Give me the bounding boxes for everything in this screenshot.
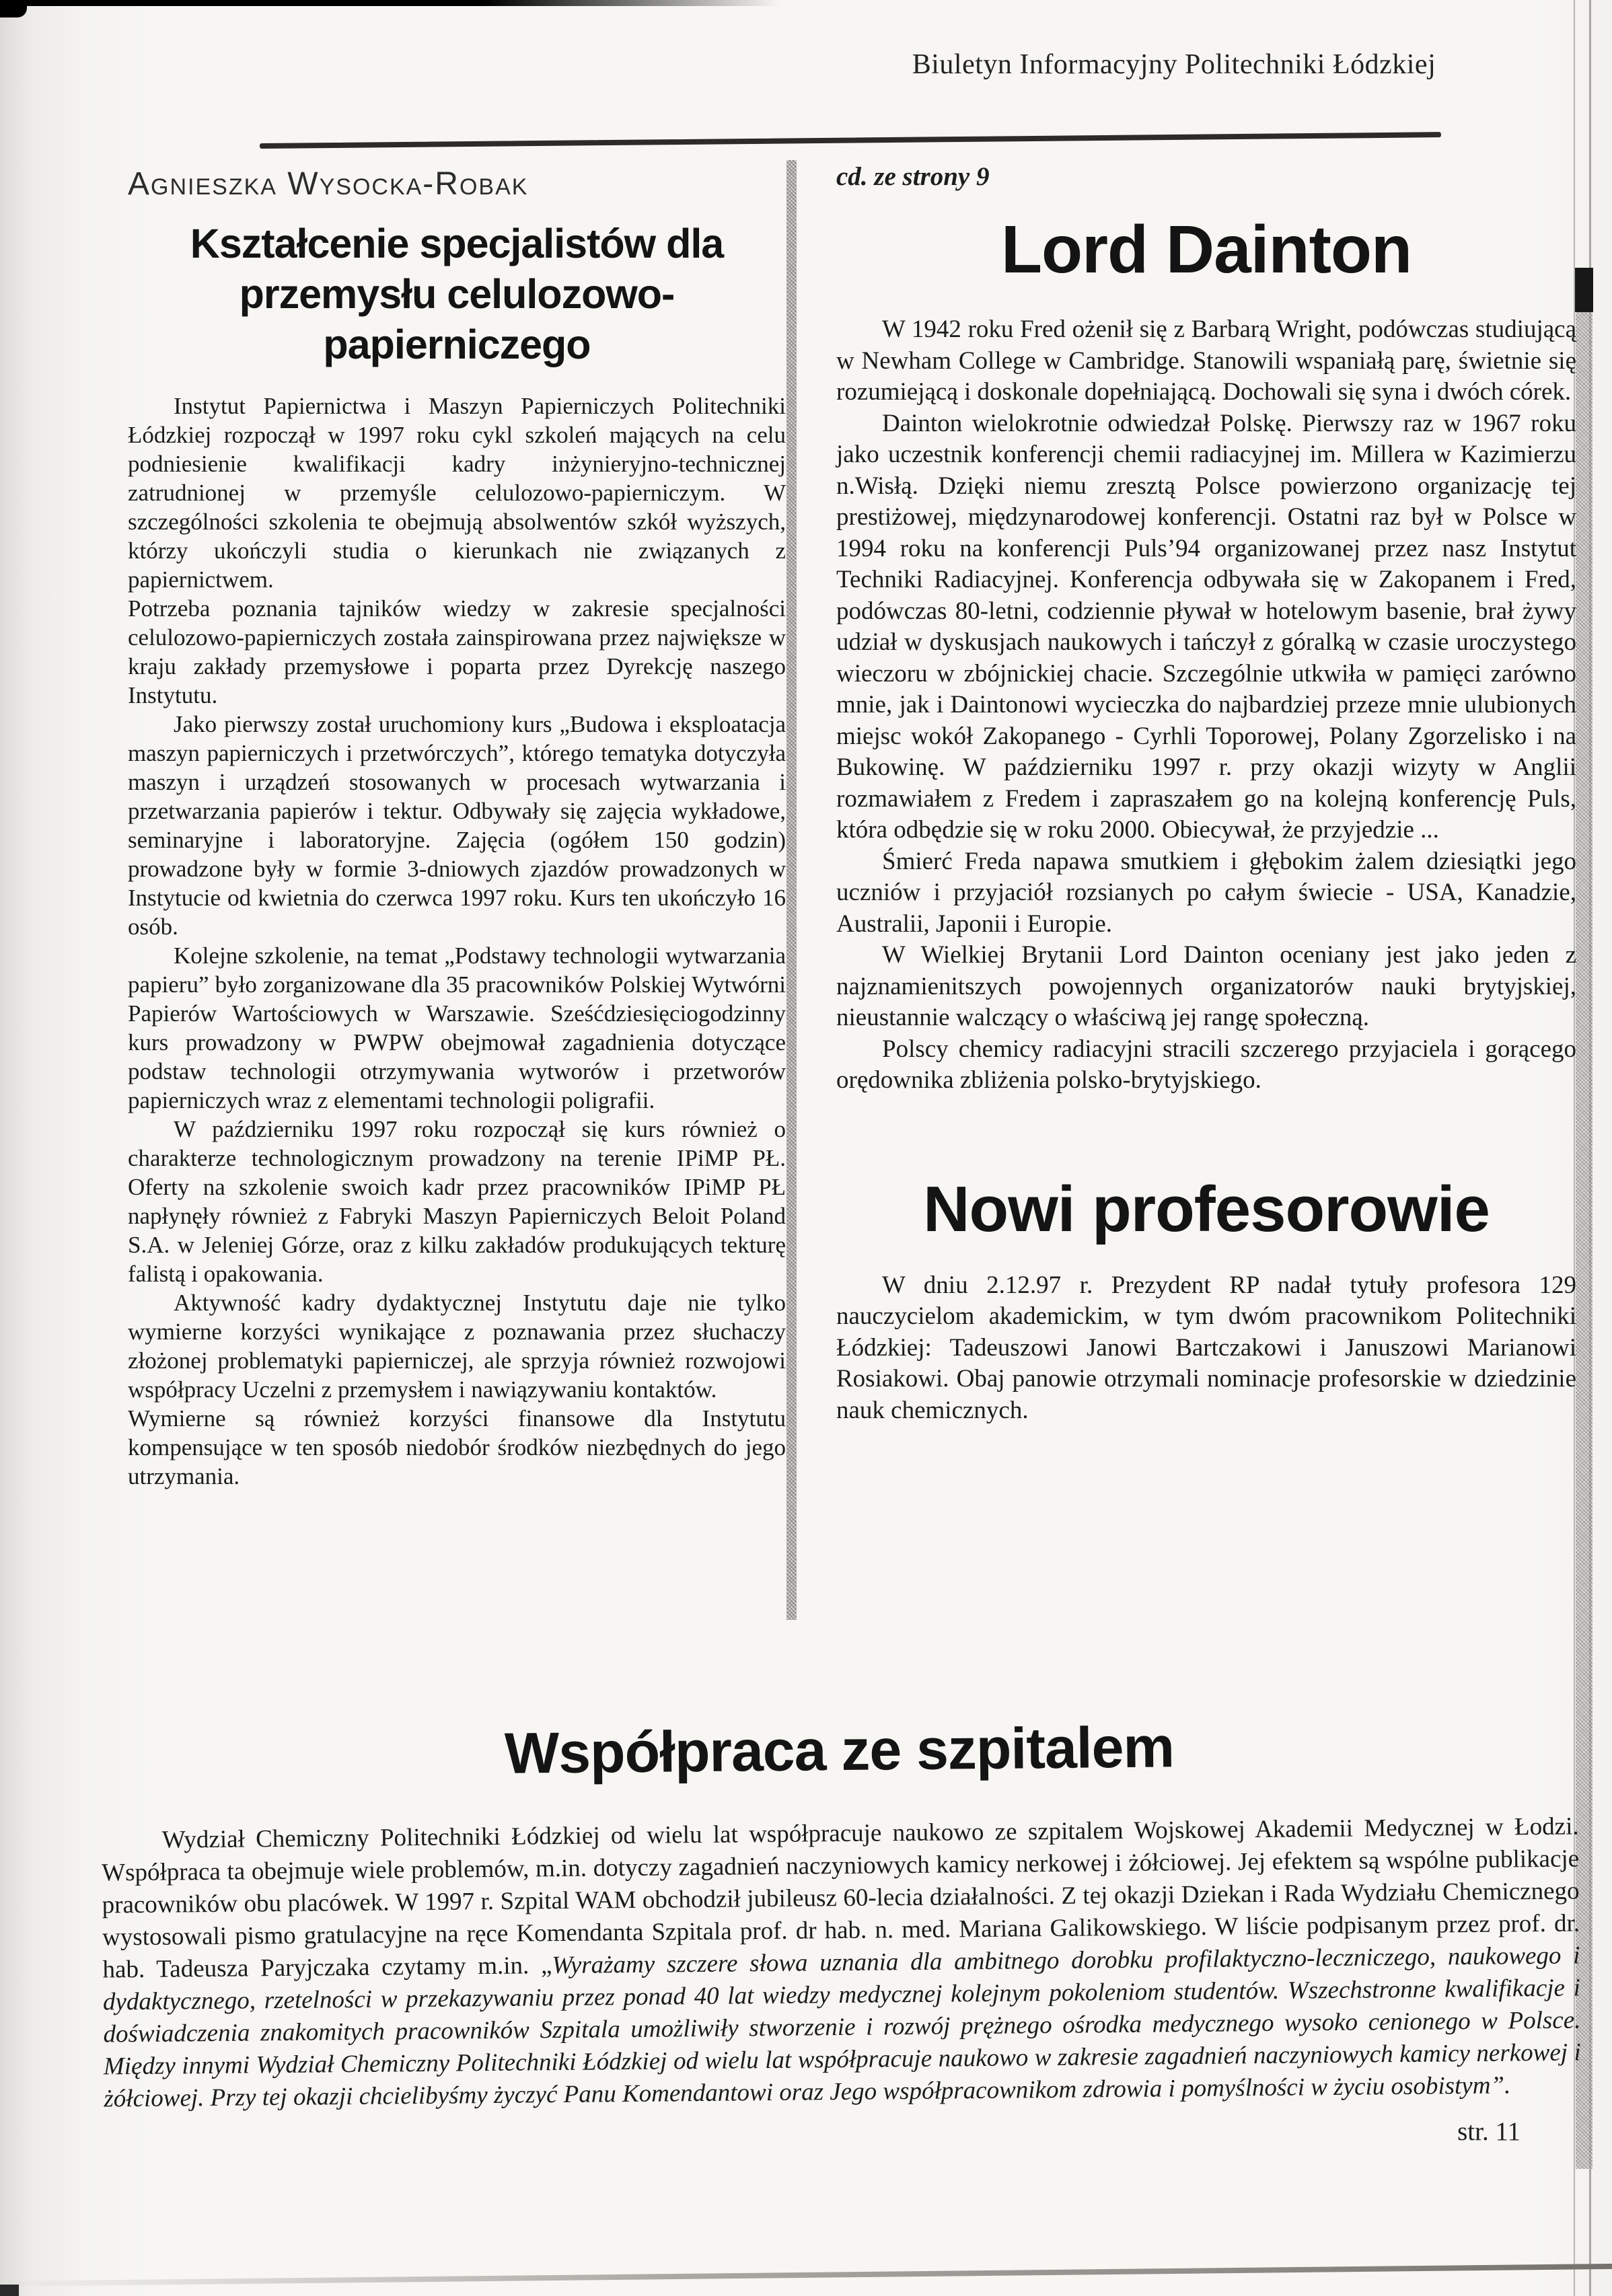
scan-artifact-top-left-corner <box>0 0 27 17</box>
scan-artifact-bottom-line <box>0 2263 1612 2287</box>
paragraph-lead-text: Wydział Chemiczny Politechniki Łódzkiej od wielu lat współpracuje naukowo ze szpitalem Wojskowej Akademii Medycznej w Łodzi. Współpraca ta obejmuje wiele problemów, m.in. dotyczy zagadnień naczyniowych kamicy nerkowej i żółciowej. Jej efektem są wspólne publikacje pracowników obu placówek. W 1997 r. Szpital WAM obchodził jubileusz 60-lecia działalności. Z tej okazji Dziekan i Rada Wydziału Chemicznego wystosowali pismo gratulacyjne na ręce Komendanta Szpitala prof. dr hab. n. med. Mariana Galikowskiego. W liście podpisanym przez prof. dr. hab. Tadeusza Paryjczaka czytamy m.in. „ <box>101 1812 1580 1984</box>
article-hospital-cooperation <box>100 1712 1582 2140</box>
article-paragraph <box>102 1810 1582 2115</box>
article-paragraph: Aktywność kadry dydaktycznej Instytutu daje nie tylko wymierne korzyści wynikające z poznawania przez słuchaczy złożonej problematyki papierniczej, ale sprzyja również rozwojowi współpracy Uczelni z przemysłem i nawiązywaniu kontaktów. <box>128 1290 786 1403</box>
article-paper-training <box>128 165 786 1491</box>
article-title <box>128 219 786 370</box>
article-paragraph: Potrzeba poznania tajników wiedzy w zakresie specjalności celulozowo-papierniczych została zainspirowana przez największe w kraju zakłady przemysłowe i poparta przez Dyrekcję naszego Instytutu. <box>128 595 786 708</box>
column-divider-rule <box>786 160 797 1620</box>
article-author: Agnieszka Wysocka-Robak <box>128 166 529 202</box>
scan-artifact-top-edge <box>0 0 780 6</box>
article-title-new-professors: Nowi profesorowie <box>923 1173 1490 1245</box>
article-body <box>836 1270 1576 1427</box>
article-paragraph: W 1942 roku Fred ożenił się z Barbarą Wright, podówczas studiującą w Newham College w Cambridge. Stanowili wspaniałą parę, świetnie się rozumiejącą i doskonale dopełniającą. Dochowali się syna i dwóch córek. <box>836 316 1576 406</box>
right-column <box>836 161 1576 1426</box>
article-paragraph: W dniu 2.12.97 r. Prezydent RP nadał tytuły profesora 129 nauczycielom akademickim, w tym dwóm pracownikom Politechniki Łódzkiej: Tadeuszowi Janowi Bartczakowi i Januszowi Marianowi Rosiakowi. Obaj panowie otrzymali nominacje profesorskie w dziedzinie nauk chemicznych. <box>836 1271 1576 1424</box>
page-number: str. 11 <box>1457 2117 1521 2146</box>
continued-from-page-note: cd. ze strony 9 <box>836 162 990 191</box>
article-paragraph: Wymierne są również korzyści finansowe dla Instytutu kompensujące w ten sposób niedobór środków niezbędnych do jego utrzymania. <box>128 1405 786 1489</box>
bulletin-masthead-title: Biuletyn Informacyjny Politechniki Łódzkiej <box>912 49 1436 80</box>
header-rule <box>260 132 1441 149</box>
paragraph-quote-italic: Wyrażamy szczere słowa uznania dla ambitnego dorobku profilaktyczno-leczniczego, naukowego i dydaktycznego, rzetelności w przekazywaniu przez ponad 40 lat wiedzy medycznej kolejnym pokoleniom studentów. Wszechstronne kwalifikacje i doświadczenia znakomitych pracowników Szpitala umożliwiły stworzenie i rozwój prężnego ośrodka medycznego wysoko cenionego w Polsce. Między innymi Wydział Chemiczny Politechniki Łódzkiej od wielu lat współpracuje naukowo w zakresie zagadnień naczyniowych kamicy nerkowej i żółciowej. Przy tej okazji chcielibyśmy życzyć Panu Komendantowi oraz Jego współpracownikom zdrowia i pomyślności w życiu osobistym”. <box>102 1941 1582 2113</box>
article-title-line: papierniczego <box>323 322 591 367</box>
article-title-line: Kształcenie specjalistów dla <box>190 221 724 266</box>
article-paragraph: Polscy chemicy radiacyjni stracili szczerego przyjaciela i gorącego orędownika zbliżenia polsko-brytyjskiego. <box>836 1035 1576 1094</box>
article-title-line: przemysłu celulozowo- <box>239 271 675 317</box>
article-body <box>836 314 1576 1097</box>
article-paragraph: Instytut Papiernictwa i Maszyn Papierniczych Politechniki Łódzkiej rozpoczął w 1997 roku cykl szkoleń mających na celu podniesienie kwalifikacji kadry inżynieryjno-technicznej zatrudnionej w przemyśle celulozowo-papierniczym. W szczególności szkolenia te obejmują absolwentów szkół wyższych, którzy ukończyli studia o kierunkach nie związanych z papiernictwem. <box>128 393 786 593</box>
article-title-lord-dainton: Lord Dainton <box>1000 212 1412 287</box>
scan-artifact-right-black-mark <box>1575 268 1593 312</box>
scan-artifact-bottom-left-mark <box>0 2285 19 2296</box>
article-paragraph: Dainton wielokrotnie odwiedzał Polskę. Pierwszy raz w 1967 roku jako uczestnik konferencji chemii radiacyjnej im. Millera w Kazimierzu n.Wisłą. Dzięki niemu zresztą Polsce powierzono organizację tej prestiżowej, międzynarodowej konferencji. Ostatni raz był w Polsce w 1994 roku na konferencji Puls’94 organizowanej przez nasz Instytut Techniki Radiacyjnej. Konferencja odbywała się w Zakopanem i Fred, podówczas 80-letni, codziennie pływał w hotelowym basenie, brał żywy udział w dyskusjach naukowych i tańczył z góralką w czasie uroczystego wieczoru w zbójnickiej chacie. Szczególnie utkwiła w pamięci zarówno mnie, jak i Daintonowi wycieczka do najbardziej przeze mnie ulubionych miejsc wokół Zakopanego - Cyrhli Toporowej, Polany Zgorzelisko i na Bukowinę. W październiku 1997 r. przy okazji wizyty w Anglii rozmawiałem z Fredem i zapraszałem go na kolejną konferencję Puls, która odbędzie się w roku 2000. Obiecywał, że przyjedzie ... <box>836 409 1576 844</box>
article-title-hospital: Współpraca ze szpitalem <box>504 1715 1175 1786</box>
article-paragraph: W Wielkiej Brytanii Lord Dainton oceniany jest jako jeden z najznamienitszych powojennych organizatorów nauki brytyjskiej, nieustannie walczący o właściwą jej rangę społeczną. <box>836 941 1576 1031</box>
article-paragraph: Kolejne szkolenie, na temat „Podstawy technologii wytwarzania papieru” było zorganizowane dla 35 pracowników Polskiej Wytwórni Papierów Wartościowych w Warszawie. Sześćdziesięciogodzinny kurs prowadzony w PWPW obejmował zagadnienia dotyczące podstaw technologii otrzymywania wytworów i przetworów papierniczych wraz z elementami technologii poligrafii. <box>128 942 786 1113</box>
article-paragraph: Śmierć Freda napawa smutkiem i głębokim żalem dziesiątki jego uczniów i przyjaciół rozsianych po całym świecie - USA, Kanadzie, Australii, Japonii i Europie. <box>836 847 1576 938</box>
article-paragraph: Jako pierwszy został uruchomiony kurs „Budowa i eksploatacja maszyn papierniczych i przetwórczych”, którego tematyka dotyczyła maszyn i urządzeń stosowanych w procesach wytwarzania i przetwarzania papierów i tektur. Odbywały się zajęcia wykładowe, seminaryjne i laboratoryjne. Zajęcia (ogółem 150 godzin) prowadzone były w formie 3-dniowych zjazdów prowadzonych w Instytucie od kwietnia do czerwca 1997 roku. Kurs ten ukończyło 16 osób. <box>128 711 786 940</box>
article-body <box>128 392 786 1491</box>
article-paragraph: W październiku 1997 roku rozpoczął się kurs również o charakterze technologicznym prowadzony na terenie IPiMP PŁ. Oferty na szkolenie swoich kadr przez pracowników IPiMP PŁ napłynęły również z Fabryki Maszyn Papierniczych Beloit Poland S.A. w Jeleniej Górze, oraz z kilku zakładów produkujących tekturę falistą i opakowania. <box>128 1116 786 1287</box>
